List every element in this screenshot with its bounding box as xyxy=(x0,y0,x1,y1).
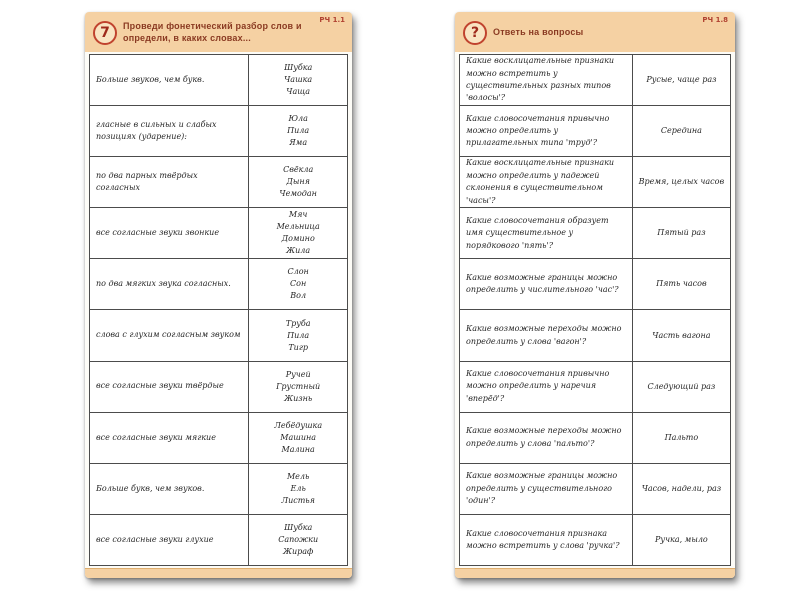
question-text: Какие словосочетания признака можно встретить у слова 'ручка'? xyxy=(466,528,620,550)
answer-word: Чемодан xyxy=(279,189,317,199)
answer-cell xyxy=(249,55,347,105)
prompt-cell xyxy=(90,208,249,258)
answer-cell xyxy=(249,515,347,565)
question-text: Какие словосочетания привычно можно определить у прилагательных типа 'труд'? xyxy=(466,113,610,148)
answer-text: Пятый раз xyxy=(657,228,706,238)
answer-word: Жираф xyxy=(283,546,314,556)
prompt-text: слова с глухим согласным звуком xyxy=(96,330,241,340)
worksheet-card-questions xyxy=(455,12,735,578)
answer-word: Пила xyxy=(287,126,310,136)
question-cell xyxy=(460,157,633,207)
answer-cell xyxy=(633,55,730,105)
table-row xyxy=(460,157,730,208)
answer-cell xyxy=(249,310,347,360)
prompt-text: Больше букв, чем звуков. xyxy=(96,483,205,493)
table-row xyxy=(460,55,730,106)
answer-text: Середина xyxy=(660,126,702,136)
table-row xyxy=(90,464,347,515)
question-cell xyxy=(460,362,633,412)
prompt-cell xyxy=(90,259,249,309)
prompt-text: все согласные звуки звонкие xyxy=(96,228,220,238)
answer-cell xyxy=(633,106,730,156)
prompt-text: все согласные звуки глухие xyxy=(96,534,214,544)
prompt-text: по два мягких звука согласных. xyxy=(96,279,231,289)
answer-cell xyxy=(249,259,347,309)
answer-cell xyxy=(633,259,730,309)
table-row xyxy=(90,55,347,106)
prompt-text: Больше звуков, чем букв. xyxy=(96,74,205,84)
answer-text: Пальто xyxy=(664,432,699,442)
answer-word: Сон xyxy=(290,279,307,289)
question-text: Какие возможные переходы можно определить у слова 'вагон'? xyxy=(466,324,622,346)
answer-word: Жизнь xyxy=(284,393,313,403)
card-code: РЧ 1.8 xyxy=(702,16,728,24)
answer-word: Мель xyxy=(286,471,310,481)
answer-text: Пять часов xyxy=(656,279,707,289)
question-text: Какие восклицательные признаки можно определить у падежей склонения в существительном 'часы'? xyxy=(466,158,615,205)
answer-cell xyxy=(249,208,347,258)
answer-word: Малина xyxy=(281,444,315,454)
answer-word: Листья xyxy=(281,495,315,505)
answer-word: Ель xyxy=(290,483,306,493)
table-row xyxy=(90,106,347,157)
table-row xyxy=(460,413,730,464)
question-text: Какие возможные переходы можно определить у слова 'пальто'? xyxy=(466,426,622,448)
table-row xyxy=(90,515,347,565)
answer-cell xyxy=(249,362,347,412)
answer-word: Шубка xyxy=(284,522,313,532)
answer-cell xyxy=(249,413,347,463)
question-cell xyxy=(460,55,633,105)
table-row xyxy=(460,464,730,515)
answer-word: Свёкла xyxy=(283,165,314,175)
prompt-cell xyxy=(90,310,249,360)
table-row xyxy=(90,157,347,208)
answer-word: Пила xyxy=(287,330,310,340)
answer-word: Домино xyxy=(281,234,315,244)
answer-cell xyxy=(633,310,730,360)
table-row xyxy=(460,208,730,259)
answer-text: Ручка, мыло xyxy=(655,534,708,544)
answer-word: Лебёдушка xyxy=(274,420,323,430)
answer-word: Труба xyxy=(285,318,311,328)
answer-word: Вол xyxy=(290,291,307,301)
prompt-cell xyxy=(90,413,249,463)
card-footer-strip xyxy=(85,568,352,578)
table-row xyxy=(460,106,730,157)
table-row xyxy=(460,259,730,310)
answer-word: Тигр xyxy=(288,342,308,352)
answer-text: Часть вагона xyxy=(652,330,711,340)
card-footer-strip xyxy=(455,568,735,578)
question-cell xyxy=(460,515,633,565)
answer-word: Дыня xyxy=(286,177,310,187)
answer-word: Шубка xyxy=(284,63,313,73)
answer-cell xyxy=(249,464,347,514)
card-body xyxy=(455,52,735,568)
card-body xyxy=(85,52,352,568)
answer-word: Чашка xyxy=(284,75,313,85)
table-row xyxy=(460,310,730,361)
prompt-cell xyxy=(90,362,249,412)
question-text: Какие возможные границы можно определить у числительного 'час'? xyxy=(466,273,619,295)
card-title: Ответь на вопросы xyxy=(493,26,584,37)
table-row xyxy=(460,515,730,565)
answer-cell xyxy=(633,157,730,207)
exercise-table xyxy=(459,54,731,566)
card-title: Проведи фонетический разбор слов и определи, в каких словах... xyxy=(123,20,302,43)
answer-cell xyxy=(633,464,730,514)
card-header xyxy=(85,12,352,52)
answer-word: Мяч xyxy=(288,210,308,220)
answer-cell xyxy=(633,208,730,258)
answer-cell xyxy=(249,106,347,156)
answer-word: Сапожки xyxy=(278,534,319,544)
answer-cell xyxy=(633,413,730,463)
prompt-cell xyxy=(90,106,249,156)
answer-text: Время, целых часов xyxy=(638,177,725,187)
prompt-text: по два парных твёрдых согласных xyxy=(96,170,198,193)
card-code: РЧ 1.1 xyxy=(319,16,345,24)
table-row xyxy=(90,310,347,361)
question-mark-icon: ? xyxy=(463,21,487,45)
answer-cell xyxy=(633,515,730,565)
prompt-text: все согласные звуки твёрдые xyxy=(96,381,224,391)
table-row xyxy=(90,208,347,259)
worksheet-card-phonetics xyxy=(85,12,352,578)
question-cell xyxy=(460,464,633,514)
answer-word: Чаща xyxy=(286,87,311,97)
answer-word: Ручей xyxy=(285,369,311,379)
question-cell xyxy=(460,259,633,309)
answer-word: Жила xyxy=(286,246,311,256)
seven-badge-icon: 7 xyxy=(93,21,117,45)
prompt-cell xyxy=(90,464,249,514)
question-cell xyxy=(460,106,633,156)
question-cell xyxy=(460,413,633,463)
table-row xyxy=(90,259,347,310)
answer-word: Яма xyxy=(289,138,308,148)
exercise-table xyxy=(89,54,348,566)
question-cell xyxy=(460,208,633,258)
answer-cell xyxy=(633,362,730,412)
question-cell xyxy=(460,310,633,360)
table-row xyxy=(90,362,347,413)
question-text: Какие словосочетания образует имя существительное у порядкового 'пять'? xyxy=(466,215,609,250)
answer-word: Грустный xyxy=(276,381,321,391)
answer-cell xyxy=(249,157,347,207)
prompt-cell xyxy=(90,55,249,105)
prompt-text: гласные в сильных и слабых позициях (ударение): xyxy=(96,119,217,142)
prompt-text: все согласные звуки мягкие xyxy=(96,432,216,442)
question-text: Какие словосочетания привычно можно определить у наречия 'вперёд'? xyxy=(466,369,610,403)
question-text: Какие возможные границы можно определить у существительного 'один'? xyxy=(466,471,618,505)
table-row xyxy=(90,413,347,464)
card-header xyxy=(455,12,735,52)
answer-word: Юла xyxy=(288,114,308,124)
answer-word: Мельница xyxy=(276,222,320,232)
prompt-cell xyxy=(90,515,249,565)
answer-text: Русые, чаще раз xyxy=(646,75,717,85)
prompt-cell xyxy=(90,157,249,207)
question-text: Какие восклицательные признаки можно встретить у существительных разных типов 'волосы'? xyxy=(466,56,615,103)
answer-word: Машина xyxy=(280,432,317,442)
answer-text: Часов, надели, раз xyxy=(641,483,722,493)
answer-word: Слон xyxy=(287,267,309,277)
table-row xyxy=(460,362,730,413)
answer-text: Следующий раз xyxy=(647,381,716,391)
